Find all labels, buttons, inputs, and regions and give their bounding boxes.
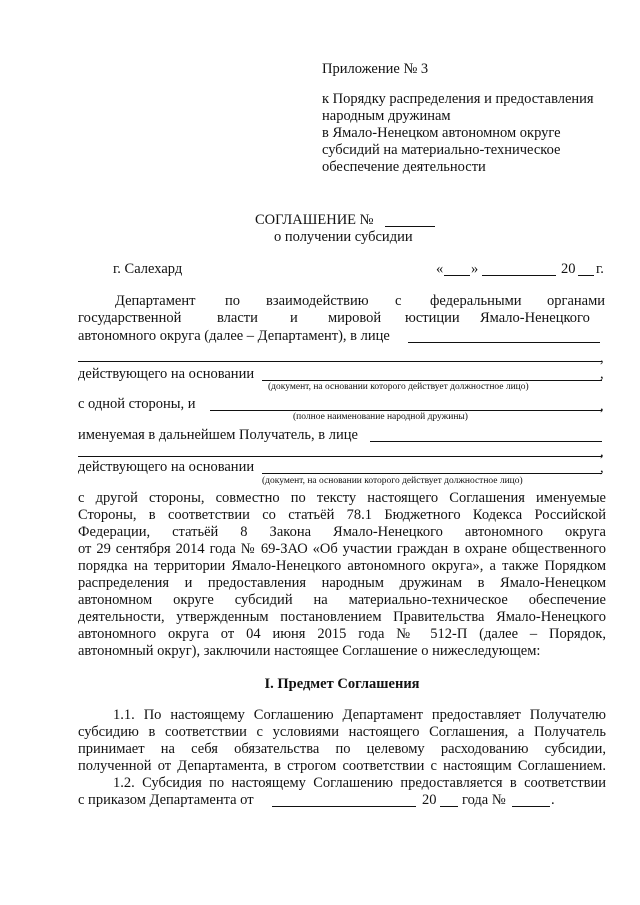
word: с [395, 293, 402, 309]
order-date-blank [272, 806, 416, 807]
date-year: 20 [561, 261, 576, 277]
recipient-rep-blank [370, 441, 602, 442]
order-number-blank [512, 806, 550, 807]
body-line: Стороны, в соответствии со статьёй 78.1 Бюджетного Кодекса Российской [78, 507, 606, 523]
basis-blank-1 [262, 380, 602, 381]
word: взаимодействию [266, 293, 369, 309]
acting-basis-label-2: действующего на основании [78, 459, 255, 475]
agreement-subtitle: о получении субсидии [274, 229, 413, 245]
druzhina-blank [210, 410, 602, 411]
date-suffix: г. [596, 261, 604, 277]
word: органами [547, 293, 606, 309]
date-day-blank [444, 275, 470, 276]
section-line: принимает на себя обязательства по целевому расходованию субсидии, [78, 741, 606, 757]
comma: , [600, 444, 604, 460]
appendix-line: к Порядку распределения и предоставления [322, 91, 594, 107]
body-line: с другой стороны, совместно по тексту настоящего Соглашения именуемые [78, 490, 606, 506]
section-line: субсидию в соответствии с условиями настоящего Соглашения, а Получатель [78, 724, 606, 740]
body-line: Федерации, статьёй 8 Закона Ямало-Ненецкого автономного округа [78, 524, 606, 540]
representative-blank [408, 342, 600, 343]
comma: , [600, 366, 604, 382]
body-line: от 29 сентября 2014 года № 69-ЗАО «Об участии граждан в охране общественного [78, 541, 606, 557]
word: власти [217, 310, 258, 326]
parties-line: автономного округа (далее – Департамент), в лице [78, 328, 390, 344]
order-end: . [551, 792, 555, 808]
recipient-rep-blank-2 [78, 456, 602, 457]
order-year: 20 [422, 792, 437, 808]
section-line: полученной от Департамента, в строгом соответствии с настоящим Соглашением. [78, 758, 606, 774]
section-title: I. Предмет Соглашения [264, 676, 420, 692]
place: г. Салехард [113, 261, 183, 277]
body-line: порядка на территории Ямало-Ненецкого автономного округа», а также Порядком [78, 558, 606, 574]
acting-basis-label: действующего на основании [78, 366, 255, 382]
hint-document: (документ, на основании которого действует должностное лицо) [268, 382, 529, 392]
hint-document-2: (документ, на основании которого действует должностное лицо) [262, 476, 523, 486]
hint-druzhina: (полное наименование народной дружины) [293, 412, 468, 422]
recipient-label: именуемая в дальнейшем Получатель, в лице [78, 427, 358, 443]
comma: , [600, 398, 604, 414]
section-line: 1.1. По настоящему Соглашению Департамент предоставляет Получателю [113, 707, 606, 723]
order-year-blank [440, 806, 458, 807]
word: государственной [78, 310, 182, 326]
order-prefix: с приказом Департамента от [78, 792, 254, 808]
body-line: распределения и предоставления народным дружинам в Ямало-Ненецком [78, 575, 606, 591]
date-month-blank [482, 275, 556, 276]
word: юстиции [405, 310, 460, 326]
date-quote-close: » [471, 261, 479, 277]
date-quote-open: « [436, 261, 444, 277]
appendix-line: в Ямало-Ненецком автономном округе [322, 125, 561, 141]
section-line: 1.2. Субсидия по настоящему Соглашению предоставляется в соответствии [113, 775, 606, 791]
word: Ямало-Ненецкого [480, 310, 590, 326]
appendix-line: обеспечение деятельности [322, 159, 486, 175]
word: по [225, 293, 241, 309]
word: Департамент [115, 293, 196, 309]
appendix-line: народным дружинам [322, 108, 451, 124]
appendix-title: Приложение № 3 [322, 61, 429, 77]
body-line: автономный округ), заключили настоящее Соглашение о нижеследующем: [78, 643, 541, 659]
comma: , [600, 460, 604, 476]
word: и [290, 310, 298, 326]
order-number-label: года № [462, 792, 506, 808]
body-line: автономном округе субсидий на материально-техническое обеспечение [78, 592, 606, 608]
representative-blank-2 [78, 361, 602, 362]
body-line: автономного округа от 04 июня 2015 года № 512-П (далее – Порядок, [78, 626, 606, 642]
agreement-title: СОГЛАШЕНИЕ № [255, 212, 374, 228]
date-year-blank [578, 275, 594, 276]
one-side-label: с одной стороны, и [78, 396, 196, 412]
comma: , [600, 350, 604, 366]
agreement-number-blank [385, 226, 435, 227]
basis-blank-2 [262, 473, 602, 474]
word: федеральными [430, 293, 522, 309]
word: мировой [328, 310, 382, 326]
body-line: деятельности, утвержденным постановлением Правительства Ямало-Ненецкого [78, 609, 606, 625]
appendix-line: субсидий на материально-техническое [322, 142, 561, 158]
